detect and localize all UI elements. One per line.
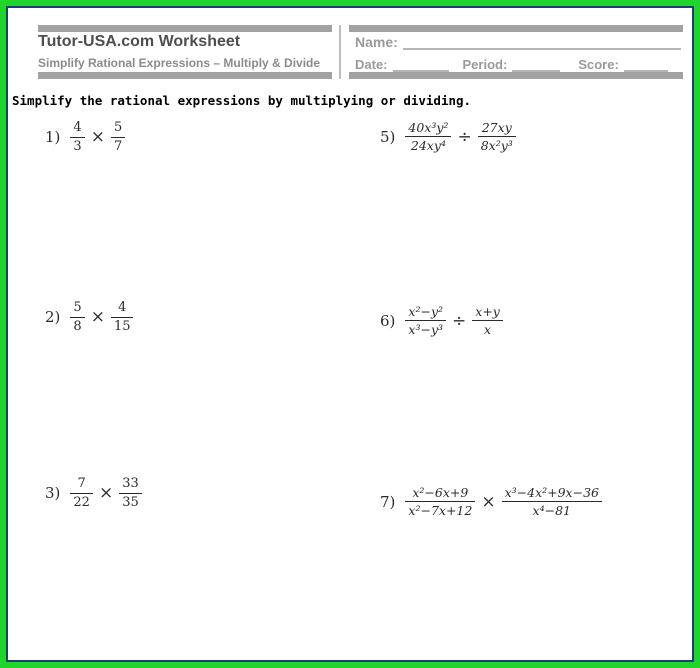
score-blank-line: [624, 57, 668, 72]
denominator: 15: [113, 318, 131, 334]
fraction: [111, 120, 125, 154]
multiply-operator: ×: [90, 307, 105, 328]
numerator: 33: [119, 476, 142, 494]
problem-6: [380, 304, 503, 337]
numerator: 4: [70, 120, 84, 138]
header-bar-bottom-right: [349, 72, 683, 79]
fraction: [472, 304, 503, 337]
fraction: [119, 476, 142, 510]
denominator: 3: [73, 138, 82, 154]
problem-number: 6): [380, 311, 396, 330]
header-divider: [339, 25, 341, 79]
problem-number: 2): [45, 308, 61, 327]
denominator: 7: [113, 138, 123, 154]
problem-2: [45, 300, 133, 334]
denominator: 35: [122, 494, 139, 510]
denominator: x²−7x+12: [408, 503, 473, 518]
fraction: [478, 120, 516, 153]
fraction: [405, 120, 451, 153]
header-bar-top-right: [349, 25, 683, 32]
problem-number: 7): [380, 492, 396, 511]
denominator: 24xy⁴: [410, 138, 446, 153]
numerator: 5: [70, 300, 84, 318]
fraction: [70, 300, 84, 334]
numerator: 27xy: [478, 120, 516, 137]
numerator: x²−y²: [405, 304, 446, 321]
date-period-score-row: [355, 57, 668, 72]
fraction: [502, 485, 602, 518]
period-blank-line: [512, 57, 560, 72]
divide-operator: ÷: [452, 310, 467, 331]
denominator: x³−y³: [408, 322, 444, 337]
denominator: x⁴−81: [532, 503, 571, 518]
fraction: [70, 120, 84, 154]
fraction: [405, 304, 446, 337]
worksheet-subtitle: Simplify Rational Expressions – Multiply & Divide: [38, 56, 321, 70]
problem-number: 3): [45, 484, 61, 503]
problem-1: [45, 120, 125, 154]
divide-operator: ÷: [457, 126, 472, 147]
fraction: [70, 476, 93, 510]
problem-3: [45, 476, 142, 510]
problem-5: [380, 120, 516, 153]
name-field-row: [355, 34, 681, 50]
problem-7: [380, 485, 602, 518]
denominator: 8: [73, 318, 82, 334]
score-label: Score:: [578, 57, 619, 72]
numerator: 4: [111, 300, 134, 318]
instruction-text: Simplify the rational expressions by multiplying or dividing.: [12, 93, 472, 108]
problem-number: 5): [380, 127, 396, 146]
date-label: Date:: [355, 57, 388, 72]
date-blank-line: [393, 57, 449, 72]
numerator: x+y: [472, 304, 503, 321]
name-label: Name:: [355, 34, 398, 50]
numerator: 7: [70, 476, 93, 494]
problem-number: 1): [45, 128, 61, 147]
multiply-operator: ×: [90, 127, 105, 148]
denominator: x: [484, 322, 492, 337]
worksheet-page: [6, 6, 694, 662]
multiply-operator: ×: [98, 483, 114, 504]
header-bar-top-left: [38, 25, 332, 32]
denominator: 8x²y³: [480, 138, 513, 153]
worksheet-title: Tutor-USA.com Worksheet: [38, 33, 241, 50]
fraction: [111, 300, 134, 334]
name-blank-line: [403, 35, 681, 50]
denominator: 22: [73, 494, 90, 510]
period-label: Period:: [462, 57, 508, 72]
numerator: x²−6x+9: [405, 485, 475, 502]
fraction: [405, 485, 475, 518]
numerator: 5: [111, 120, 125, 138]
header-bar-bottom-left: [38, 72, 332, 79]
multiply-operator: ×: [481, 491, 496, 512]
numerator: x³−4x²+9x−36: [502, 485, 602, 502]
numerator: 40x³y²: [405, 120, 451, 137]
